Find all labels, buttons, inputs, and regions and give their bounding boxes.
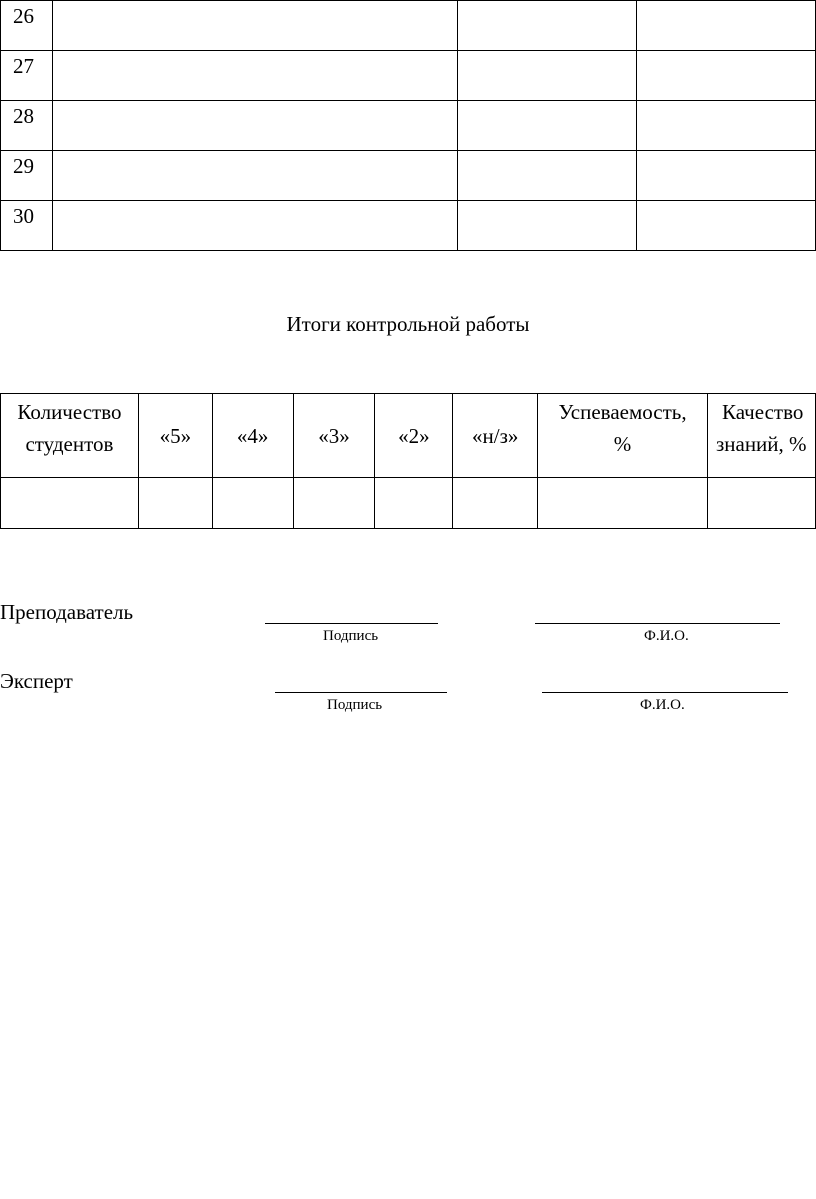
table-cell <box>637 101 816 151</box>
row-number: 30 <box>1 201 53 251</box>
row-number: 28 <box>1 101 53 151</box>
table-cell <box>637 201 816 251</box>
table-cell <box>52 101 457 151</box>
header-grade-3: «3» <box>293 394 375 478</box>
header-quality <box>707 394 815 478</box>
teacher-signature-line <box>265 623 438 624</box>
table-cell <box>457 51 637 101</box>
table-row <box>1 1 816 51</box>
expert-signature-caption: Подпись <box>327 697 383 713</box>
table-cell <box>457 1 637 51</box>
results-header-row <box>1 394 816 478</box>
results-title: Итоги контрольной работы <box>286 312 530 336</box>
header-grade-2: «2» <box>375 394 453 478</box>
expert-name-line <box>542 692 788 693</box>
table-cell <box>457 151 637 201</box>
teacher-name-line <box>535 623 780 624</box>
table-cell <box>453 478 538 529</box>
results-table <box>0 393 816 529</box>
header-student-count-line2: студентов <box>25 432 114 456</box>
expert-signature-line <box>275 692 447 693</box>
table-row <box>1 151 816 201</box>
expert-label: Эксперт <box>0 669 73 693</box>
teacher-signature-caption: Подпись <box>323 628 379 644</box>
table-cell <box>52 1 457 51</box>
header-absent: «н/з» <box>453 394 538 478</box>
row-number: 29 <box>1 151 53 201</box>
table-cell <box>637 51 816 101</box>
row-number: 26 <box>1 1 53 51</box>
header-progress-line2: % <box>613 432 632 456</box>
table-cell <box>375 478 453 529</box>
header-progress-line1: Успеваемость, <box>558 400 687 424</box>
table-cell <box>52 201 457 251</box>
table-row <box>1 201 816 251</box>
results-value-row <box>1 478 816 529</box>
table-row <box>1 101 816 151</box>
header-student-count-line1: Количество <box>17 400 122 424</box>
table-row <box>1 51 816 101</box>
header-quality-line1: Качество <box>721 400 804 424</box>
table-cell <box>457 101 637 151</box>
table-cell <box>138 478 212 529</box>
header-grade-5: «5» <box>138 394 212 478</box>
row-number: 27 <box>1 51 53 101</box>
table-cell <box>637 151 816 201</box>
table-cell <box>52 151 457 201</box>
teacher-name-caption: Ф.И.О. <box>644 628 689 644</box>
header-student-count <box>1 394 139 478</box>
table-cell <box>457 201 637 251</box>
table-cell <box>293 478 375 529</box>
table-cell <box>637 1 816 51</box>
table-cell <box>1 478 139 529</box>
header-quality-line2: знаний, % <box>715 432 807 456</box>
header-grade-4: «4» <box>212 394 293 478</box>
table-cell <box>538 478 708 529</box>
teacher-label: Преподаватель <box>0 600 134 624</box>
table-cell <box>212 478 293 529</box>
table-cell <box>707 478 815 529</box>
header-progress <box>538 394 708 478</box>
expert-name-caption: Ф.И.О. <box>640 697 685 713</box>
table-cell <box>52 51 457 101</box>
student-list-table <box>0 0 816 251</box>
